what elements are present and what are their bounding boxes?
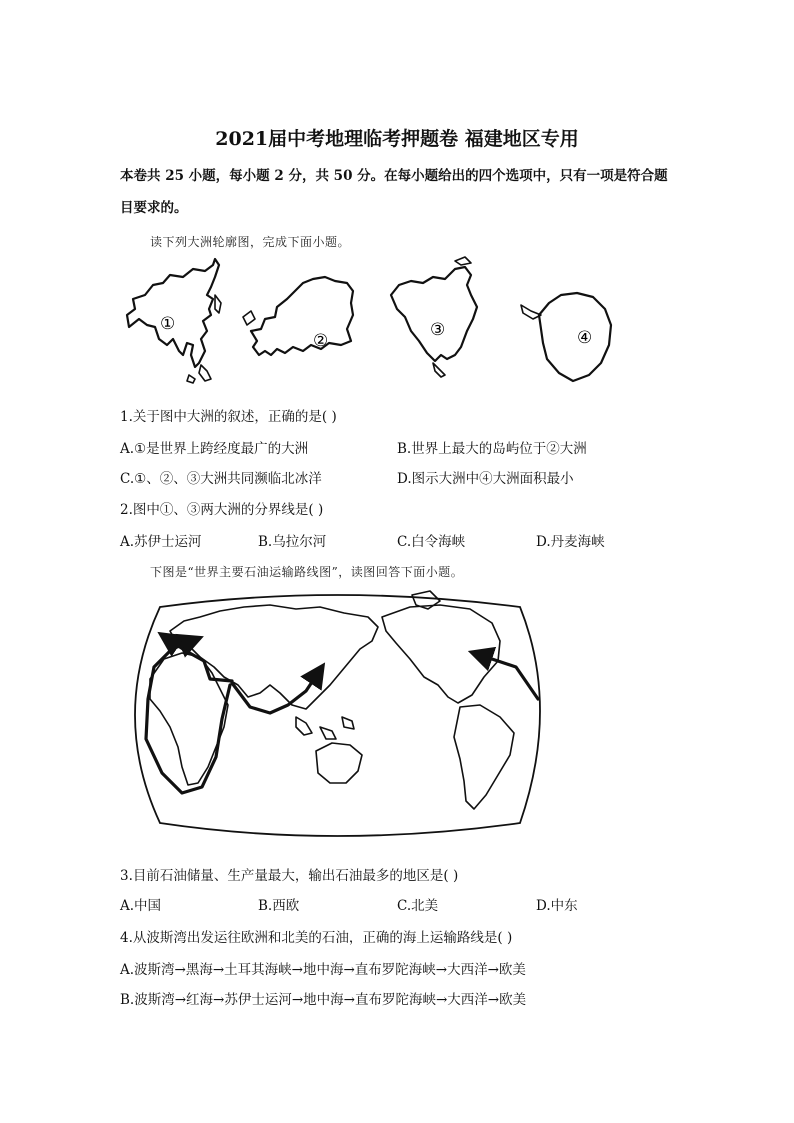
q4-option-b[interactable]: B.波斯湾→红海→苏伊士运河→地中海→直布罗陀海峡→大西洋→欧美 [120,992,527,1008]
africa-landmass [150,653,228,785]
q1-option-c[interactable]: C.①、②、③大洲共同濒临北冰洋 [120,471,322,487]
continent-north-america-outline [391,257,477,377]
q3-stem: 3.目前石油储量、生产量最大，输出石油最多的地区是( ) [120,868,459,884]
marker-2: ② [313,331,329,351]
q2-option-b[interactable]: B.乌拉尔河 [258,534,327,550]
q3-option-d[interactable]: D.中东 [536,898,578,914]
island-group [342,717,354,729]
q1-option-a[interactable]: A.①是世界上跨经度最广的大洲 [120,441,309,457]
q3-option-a[interactable]: A.中国 [120,898,162,914]
q2-option-a[interactable]: A.苏伊士运河 [120,534,202,550]
instructions-line-2: 目要求的。 [120,200,188,216]
q1-stem: 1.关于图中大洲的叙述，正确的是( ) [120,409,337,425]
q3-option-c[interactable]: C.北美 [397,898,439,914]
prompt-oil-routes: 下图是“世界主要石油运输路线图”，读图回答下面小题。 [150,565,464,579]
marker-3: ③ [430,320,446,340]
route-north-america [480,655,538,699]
page-title: 2021届中考地理临考押题卷 福建地区专用 [215,128,579,150]
continent-europe-outline [243,277,353,355]
continent-outlines-figure [115,255,615,390]
q4-option-a[interactable]: A.波斯湾→黑海→土耳其海峡→地中海→直布罗陀海峡→大西洋→欧美 [120,962,526,978]
instructions-line-1: 本卷共 25 小题，每小题 2 分，共 50 分。在每小题给出的四个选项中，只有一项是符合题 [120,168,668,184]
q1-option-d[interactable]: D.图示大洲中④大洲面积最小 [397,471,574,487]
q3-option-b[interactable]: B.西欧 [258,898,300,914]
eurasia-landmass [170,605,378,709]
q1-option-b[interactable]: B.世界上最大的岛屿位于②大洲 [397,441,587,457]
q2-option-c[interactable]: C.白令海峡 [397,534,466,550]
australia-landmass [316,743,362,783]
prompt-continent-outlines: 读下列大洲轮廓图，完成下面小题。 [150,235,351,249]
south-america-landmass [454,705,514,809]
oil-route-world-map [120,587,550,847]
marker-1: ① [160,314,176,334]
island-group [320,727,336,739]
q2-option-d[interactable]: D.丹麦海峡 [536,534,605,550]
island-group [296,717,312,735]
continent-antarctica-outline [521,293,611,381]
q2-stem: 2.图中①、③两大洲的分界线是( ) [120,502,324,518]
north-america-landmass [382,605,500,703]
route-cape-of-good-hope [146,641,230,793]
q4-stem: 4.从波斯湾出发运往欧洲和北美的石油，正确的海上运输路线是( ) [120,930,513,946]
map-frame [135,595,540,836]
marker-4: ④ [577,328,593,348]
